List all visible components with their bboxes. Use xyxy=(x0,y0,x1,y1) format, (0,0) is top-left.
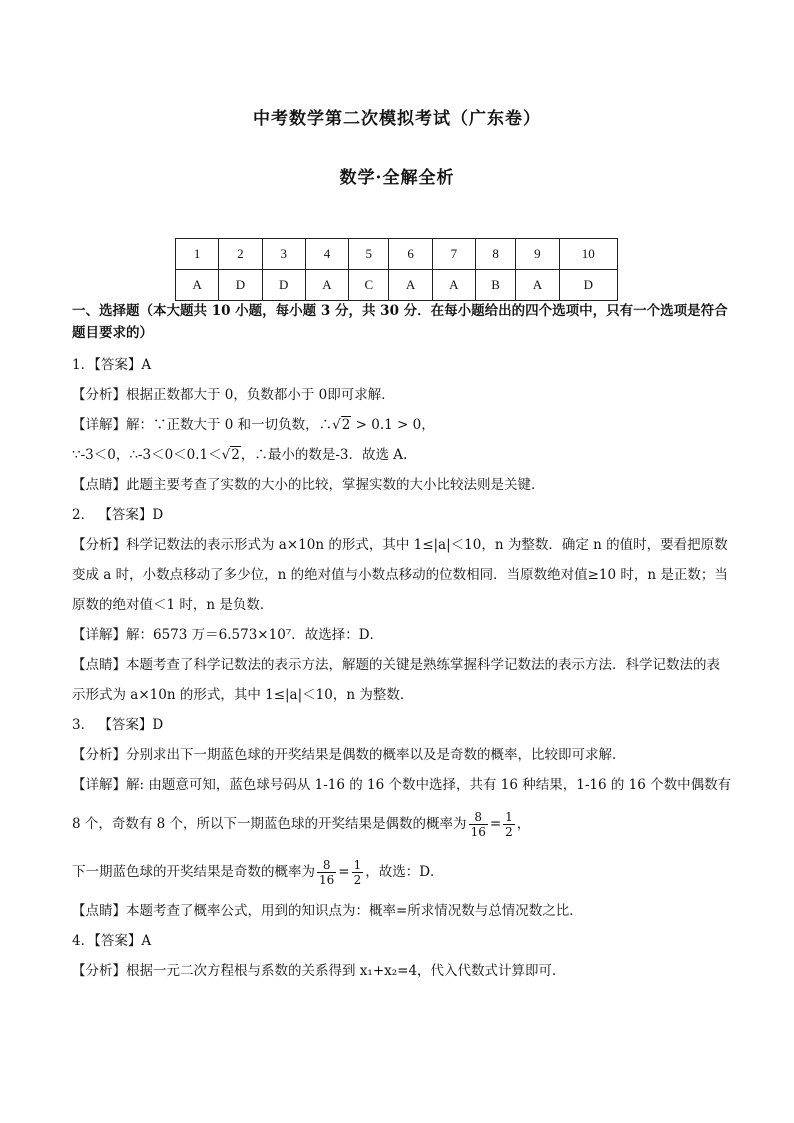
fraction-1-2 xyxy=(352,858,364,887)
q2-comment: 【点睛】本题考查了科学记数法的表示方法，解题的关键是熟练掌握科学记数法的表示方法．科学记数法的表示形式为 a×10n 的形式，其中 1≤|a|＜10，n 为整数． xyxy=(72,657,720,703)
table-cell: B xyxy=(475,270,515,301)
q3-comment: 【点睛】本题考查了概率公式，用到的知识点为：概率=所求情况数与总情况数之比． xyxy=(72,903,583,919)
table-cell: A xyxy=(305,270,348,301)
fraction-numerator: 8 xyxy=(469,810,488,825)
table-cell: 3 xyxy=(262,239,305,270)
q2-detail: 【详解】解：6573 万＝6.573×10⁷．故选择：D． xyxy=(72,627,384,643)
fraction-denominator: 16 xyxy=(319,873,335,887)
fraction-8-16 xyxy=(469,810,488,839)
table-cell: 9 xyxy=(516,239,559,270)
q1-comment: 【点睛】此题主要考查了实数的大小的比较，掌握实数的大小比较法则是关键． xyxy=(72,477,545,493)
q1-detail-a: 【详解】解：∵正数大于 0 和一切负数，∴ xyxy=(72,417,333,433)
table-cell: D xyxy=(262,270,305,301)
table-cell: C xyxy=(349,270,389,301)
table-cell: A xyxy=(432,270,475,301)
q1-answer: 1．【答案】A xyxy=(72,357,152,373)
q1-detail-b: > 0.1 > 0， xyxy=(351,417,435,433)
q3-detail-3-text: 下一期蓝色球的开奖结果是奇数的概率为 xyxy=(72,864,315,880)
solutions-body xyxy=(72,300,732,986)
page-subtitle: 数学·全解全析 xyxy=(339,168,455,188)
fraction-denominator: 2 xyxy=(505,825,513,839)
table-cell: D xyxy=(219,270,262,301)
fraction-1-2 xyxy=(503,810,515,839)
fraction-numerator: 8 xyxy=(317,858,336,873)
q3-detail-2: 8 个，奇数有 8 个，所以下一期蓝色球的开奖结果是偶数的概率为 $\frac{8}{16}$ = $\frac{1}{2}$ ， xyxy=(72,810,531,839)
fraction-8-16 xyxy=(317,858,336,887)
q1-sqrt-value-2: 2 xyxy=(231,447,240,463)
table-cell: A xyxy=(176,270,219,301)
answer-table-answers-row xyxy=(176,270,618,301)
q1-analysis: 【分析】根据正数都大于 0，负数都小于 0即可求解． xyxy=(72,387,395,403)
q1-line2-b: ，∴最小的数是-3．故选 A. xyxy=(240,447,408,463)
q3-detail-2-text: 8 个，奇数有 8 个，所以下一期蓝色球的开奖结果是偶数的概率为 xyxy=(72,816,467,832)
q4-analysis: 【分析】根据一元二次方程根与系数的关系得到 x₁+x₂=4，代入代数式计算即可． xyxy=(72,963,566,979)
q1-detail-line1: 【详解】解：∵正数大于 0 和一切负数，∴√2 > 0.1 > 0， xyxy=(72,417,435,433)
section-header: 一、选择题（本大题共 10 小题，每小题 3 分，共 30 分．在每小题给出的四个选项中，只有一个选项是符合题目要求的） xyxy=(72,303,728,341)
table-cell: 8 xyxy=(475,239,515,270)
q3-detail-3: 下一期蓝色球的开奖结果是奇数的概率为 $\frac{8}{16}$ = $\frac{1}{2}$ ，故选：D． xyxy=(72,858,444,887)
table-cell: 6 xyxy=(389,239,432,270)
table-cell: D xyxy=(559,270,617,301)
q3-detail-1: 【详解】解: 由题意可知，蓝色球号码从 1-16 的 16 个数中选择，共有 16 种结果，1-16 的 16 个数中偶数有 xyxy=(72,777,732,793)
q1-line2-a: ∵-3＜0，∴-3＜0＜0.1＜ xyxy=(72,447,222,463)
page-title: 中考数学第二次模拟考试（广东卷） xyxy=(253,109,541,129)
table-cell: 4 xyxy=(305,239,348,270)
q2-analysis: 【分析】科学记数法的表示形式为 a×10n 的形式，其中 1≤|a|＜10，n 为整数．确定 n 的值时，要看把原数变成 a 时，小数点移动了多少位，n 的绝对值与小数点移动的位数相同．当原数绝对值≥10 时，n 是正数；当原数的绝对值＜1 时，n 是负数． xyxy=(72,537,728,613)
table-cell: 1 xyxy=(176,239,219,270)
q3-analysis: 【分析】分别求出下一期蓝色球的开奖结果是偶数的概率以及是奇数的概率，比较即可求解． xyxy=(72,747,626,763)
q1-sqrt-value: 2 xyxy=(341,417,351,433)
q2-answer: 2． 【答案】D xyxy=(72,507,164,523)
q3-answer: 3． 【答案】D xyxy=(72,717,164,733)
q4-answer: 4．【答案】A xyxy=(72,933,152,949)
fraction-denominator: 2 xyxy=(353,873,362,887)
answer-table xyxy=(175,238,618,301)
q3-detail-3-end: ，故选：D． xyxy=(365,864,444,880)
table-cell: A xyxy=(516,270,559,301)
q3-detail-2-end: ， xyxy=(516,816,531,832)
table-cell: 5 xyxy=(349,239,389,270)
answer-table-numbers-row xyxy=(176,239,618,270)
table-cell: 7 xyxy=(432,239,475,270)
fraction-numerator: 1 xyxy=(353,858,362,872)
fraction-denominator: 16 xyxy=(470,825,486,839)
q1-detail-line2: ∵-3＜0，∴-3＜0＜0.1＜√2，∴最小的数是-3．故选 A. xyxy=(72,447,408,463)
table-cell: 2 xyxy=(219,239,262,270)
fraction-numerator: 1 xyxy=(505,810,513,824)
table-cell: 10 xyxy=(559,239,617,270)
table-cell: A xyxy=(389,270,432,301)
